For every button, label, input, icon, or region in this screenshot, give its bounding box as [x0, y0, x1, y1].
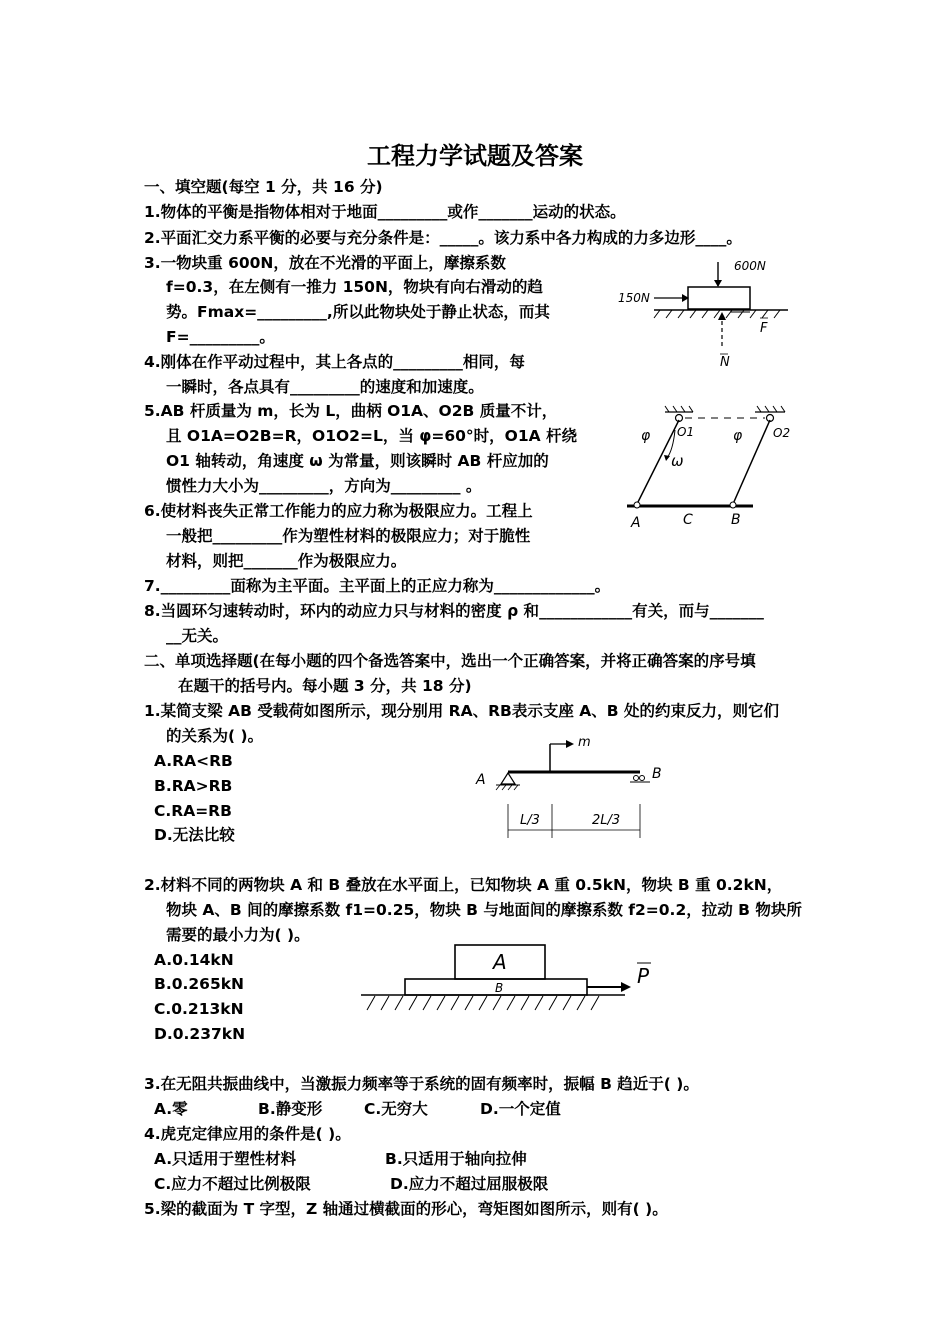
block-b-label: B: [495, 981, 504, 995]
ground-hatching: [367, 996, 599, 1010]
section2-heading-line2: 在题干的括号内。每小题 3 分，共 18 分): [178, 677, 472, 695]
q2-2-line1: 2.材料不同的两物块 A 和 B 叠放在水平面上，已知物块 A 重 0.5kN，物块 B 重 0.2kN，: [144, 876, 783, 894]
support-b-roller2: [640, 776, 645, 781]
beam-figure: [470, 728, 670, 844]
q2-2-line3: 需要的最小力为( )。: [166, 926, 310, 944]
friction-label: F: [760, 321, 768, 336]
moment-label: m: [578, 735, 591, 750]
dim-seg1-label: L/3: [520, 813, 540, 828]
pin-a: [634, 502, 640, 508]
q2-1-line1: 1.某简支梁 AB 受载荷如图所示，现分别用 RA、RB表示支座 A、B 处的约束反力，则它们: [144, 702, 779, 720]
q2-4-option-d: D.应力不超过屈服极限: [390, 1175, 549, 1193]
push-label: 150N: [618, 291, 650, 305]
q1-2: 2.平面汇交力系平衡的必要与充分条件是：_____。该力系中各力构成的力多边形____。: [144, 229, 742, 247]
q1-5-line4: 惯性力大小为_________，方向为_________ 。: [166, 477, 482, 495]
o2-support-hatching: [757, 406, 785, 412]
pull-arrow-head: [621, 982, 631, 992]
q2-3-option-d: D.一个定值: [480, 1100, 561, 1118]
normal-label: N: [720, 355, 730, 370]
q2-2-option-a: A.0.14kN: [154, 951, 234, 969]
q1-6-line2: 一般把_________作为塑性材料的极限应力；对于脆性: [166, 527, 531, 545]
q1-8-line2: __无关。: [166, 627, 229, 645]
section2-heading-line1: 二、单项选择题(在每小题的四个备选答案中，选出一个正确答案，并将正确答案的序号填: [144, 652, 756, 670]
q2-3-option-a: A.零: [154, 1100, 188, 1118]
point-b-label: B: [731, 512, 741, 528]
q2-4-option-a: A.只适用于塑性材料: [154, 1150, 297, 1168]
q2-4: 4.虎克定律应用的条件是( )。: [144, 1125, 351, 1143]
q1-6-line1: 6.使材料丧失正常工作能力的应力称为极限应力。工程上: [144, 502, 533, 520]
q2-1-line2: 的关系为( )。: [166, 727, 264, 745]
support-b-label: B: [652, 766, 662, 782]
q2-1-option-a: A.RA<RB: [154, 752, 233, 770]
support-a-label: A: [476, 772, 486, 788]
normal-arrow-head: [718, 312, 726, 320]
q2-2-option-b: B.0.265kN: [154, 975, 245, 993]
section1-heading: 一、填空题(每空 1 分，共 16 分): [144, 178, 383, 196]
q1-6-line3: 材料，则把_______作为极限应力。: [166, 552, 407, 570]
pull-force-label: P: [637, 964, 650, 988]
q1-7: 7._________面称为主平面。主平面上的正应力称为_____________。: [144, 577, 611, 595]
block-rect: [688, 287, 750, 309]
weight-label: 600N: [734, 259, 766, 273]
q2-3-option-c: C.无穷大: [364, 1100, 428, 1118]
dim-seg2-label: 2L/3: [592, 813, 621, 828]
support-b-roller1: [634, 776, 639, 781]
o1-label: O1: [677, 425, 695, 439]
pin-b: [730, 502, 736, 508]
q2-3: 3.在无阻共振曲线中，当激振力频率等于系统的固有频率时，振幅 B 趋近于( )。: [144, 1075, 699, 1093]
q2-2-option-d: D.0.237kN: [154, 1025, 246, 1043]
q2-1-option-b: B.RA>RB: [154, 777, 233, 795]
moment-arrow-head: [566, 740, 574, 748]
point-a-label: A: [631, 515, 641, 531]
q1-5-line1: 5.AB 杆质量为 m，长为 L，曲柄 O1A、O2B 质量不计，: [144, 402, 558, 420]
q2-3-option-b: B.静变形: [258, 1100, 323, 1118]
q1-5-line3: O1 轴转动，角速度 ω 为常量，则该瞬时 AB 杆应加的: [166, 452, 549, 470]
o2-label: O2: [773, 426, 791, 440]
o1-support-hatching: [665, 406, 693, 412]
q2-2-line2: 物块 A、B 间的摩擦系数 f1=0.25，物块 B 与地面间的摩擦系数 f2=0.2，拉动 B 物块所: [166, 901, 802, 919]
q2-1-option-c: C.RA=RB: [154, 802, 232, 820]
weight-arrow-head: [714, 280, 722, 287]
omega-arrow-head: [664, 455, 670, 461]
q2-2-option-c: C.0.213kN: [154, 1000, 244, 1018]
block-friction-figure: [610, 250, 810, 375]
page-title: 工程力学试题及答案: [367, 142, 583, 170]
q1-3-line2: f=0.3，在左侧有一推力 150N，物块有向右滑动的趋: [166, 278, 543, 296]
ground-hatching: [654, 310, 780, 318]
q1-3-line1: 3.一物块重 600N，放在不光滑的平面上，摩擦系数: [144, 254, 506, 272]
q1-4-line1: 4.刚体在作平动过程中，其上各点的_________相同，每: [144, 353, 525, 371]
support-a: [501, 773, 515, 784]
phi2-label: φ: [733, 428, 743, 444]
point-c-label: C: [683, 512, 693, 528]
q1-3-line3: 势。Fmax=_________,所以此物块处于静止状态，而其: [166, 303, 550, 321]
q2-4-option-c: C.应力不超过比例极限: [154, 1175, 311, 1193]
phi1-label: φ: [641, 428, 651, 444]
q1-4-line2: 一瞬时，各点具有_________的速度和加速度。: [166, 378, 484, 396]
block-a-label: A: [493, 950, 507, 974]
q1-3-line4: F=_________。: [166, 328, 275, 346]
q2-5: 5.梁的截面为 T 字型，Z 轴通过横截面的形心，弯矩图如图所示，则有( )。: [144, 1200, 668, 1218]
q1-5-line2: 且 O1A=O2B=R，O1O2=L，当 φ=60°时，O1A 杆绕: [166, 427, 578, 445]
q2-4-option-b: B.只适用于轴向拉伸: [385, 1150, 527, 1168]
stacked-blocks-figure: [355, 935, 665, 1025]
q1-8-line1: 8.当圆环匀速转动时，环内的动应力只与材料的密度 ρ 和____________有关，而与_______: [144, 602, 764, 620]
crank-mechanism-figure: [615, 400, 805, 535]
q2-1-option-d: D.无法比较: [154, 826, 235, 844]
omega-label: ω: [671, 452, 684, 470]
q1-1: 1.物体的平衡是指物体相对于地面_________或作_______运动的状态。: [144, 203, 626, 221]
support-a-hatching: [496, 785, 518, 790]
